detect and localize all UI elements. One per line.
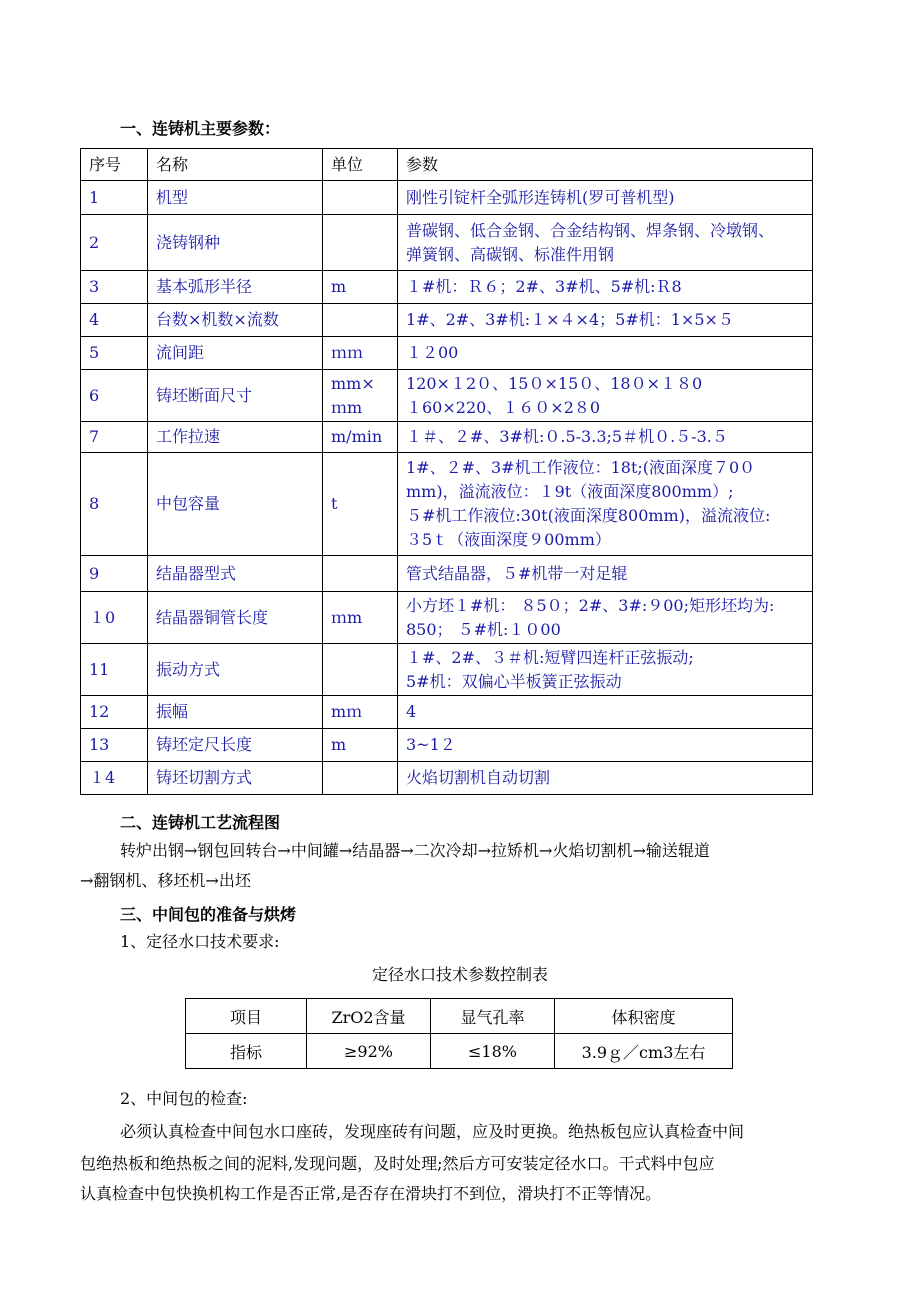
- row-unit: m/min: [323, 422, 398, 453]
- row-name: 铸坯切割方式: [148, 762, 323, 795]
- value-line: １60×220、１６０×2８0: [406, 397, 601, 417]
- row-value: [398, 592, 813, 644]
- row-name: 台数×机数×流数: [148, 304, 323, 337]
- value-line: 4: [406, 702, 417, 721]
- row-value: [398, 215, 813, 271]
- subsection-1-title: 1、定径水口技术要求:: [120, 932, 280, 951]
- nozzle-header-density: 体积密度: [555, 999, 733, 1034]
- inspection-para-line-3: 认真检查中包快换机构工作是否正常,是否存在滑块打不到位，滑块打不正等情况。: [80, 1184, 662, 1203]
- row-no: 5: [81, 337, 148, 370]
- row-no: 3: [81, 271, 148, 304]
- value-line: 火焰切割机自动切割: [406, 768, 551, 787]
- row-value: [398, 453, 813, 556]
- value-line: ３5ｔ（液面深度９00mm）: [406, 530, 611, 549]
- table-row: [81, 422, 813, 453]
- params-table: [80, 148, 813, 795]
- table-row: [81, 556, 813, 592]
- row-name: 流间距: [148, 337, 323, 370]
- value-line: ５#机工作液位:30t(液面深度800mm)，溢流液位:: [406, 506, 771, 525]
- row-no: １4: [81, 762, 148, 795]
- row-value: [398, 644, 813, 696]
- value-line: 1#、２#、3#机工作液位：18t;(液面深度７0０: [406, 458, 756, 477]
- value-line: 刚性引锭杆全弧形连铸机(罗可普机型): [406, 187, 675, 207]
- nozzle-table: [185, 998, 733, 1069]
- table-row: [81, 181, 813, 215]
- row-value: [398, 696, 813, 729]
- row-no: １0: [81, 592, 148, 644]
- row-no: 4: [81, 304, 148, 337]
- table-row: [81, 592, 813, 644]
- row-unit: [323, 181, 398, 215]
- table-row: [81, 762, 813, 795]
- row-name: 铸坯断面尺寸: [148, 370, 323, 422]
- row-unit: [323, 762, 398, 795]
- section1-title: 一、连铸机主要参数：: [120, 119, 281, 138]
- nozzle-value-row: [186, 1034, 733, 1069]
- row-name: 基本弧形半径: [148, 271, 323, 304]
- row-no: 1: [81, 181, 148, 215]
- process-flow-line-2: →翻钢机、移坯机→出坯: [80, 871, 251, 890]
- row-value: [398, 337, 813, 370]
- header-unit: 单位: [323, 149, 398, 181]
- value-line: 管式结晶器，５#机带一对足辊: [406, 563, 628, 583]
- table-row: [81, 271, 813, 304]
- row-name: 结晶器型式: [148, 556, 323, 592]
- row-name: 机型: [148, 181, 323, 215]
- row-no: 7: [81, 422, 148, 453]
- value-line: 弹簧钢、高碳钢、标准件用钢: [406, 244, 615, 264]
- row-no: 8: [81, 453, 148, 556]
- value-line: １＃、２#、3#机:０.5-3.3;5＃机０.５-3.５: [406, 427, 728, 446]
- row-unit: [323, 215, 398, 271]
- section3-title: 三、中间包的准备与烘烤: [120, 905, 297, 924]
- row-unit: t: [323, 453, 398, 556]
- value-line: 120×１2０、15０×15０、18０×１８0: [406, 373, 703, 393]
- row-name: 工作拉速: [148, 422, 323, 453]
- row-unit: [323, 304, 398, 337]
- value-line: 3~1２: [406, 735, 456, 754]
- row-name: 浇铸钢种: [148, 215, 323, 271]
- row-value: [398, 422, 813, 453]
- table-row: [81, 370, 813, 422]
- table-caption: 定径水口技术参数控制表: [371, 965, 548, 984]
- nozzle-value-label: 指标: [186, 1034, 307, 1069]
- row-value: [398, 181, 813, 215]
- row-value: [398, 762, 813, 795]
- value-line: 850； ５#机:１０00: [406, 619, 561, 639]
- row-no: 2: [81, 215, 148, 271]
- row-unit: [323, 556, 398, 592]
- table-row: [81, 644, 813, 696]
- row-unit: mm×ｍm: [323, 370, 398, 422]
- nozzle-value-porosity: ≤18%: [431, 1034, 555, 1069]
- row-name: 结晶器铜管长度: [148, 592, 323, 644]
- row-name: 铸坯定尺长度: [148, 729, 323, 762]
- value-line: mm)，溢流液位：１9t（液面深度800mm）;: [406, 482, 734, 501]
- row-no: 12: [81, 696, 148, 729]
- table-row: [81, 729, 813, 762]
- header-name: 名称: [148, 149, 323, 181]
- value-line: 1#、2#、3#机:１×４×4；5#机：1×5×５: [406, 310, 734, 329]
- section2-title: 二、连铸机工艺流程图: [120, 813, 281, 832]
- value-line: 小方坯１#机： ８5０；2#、3#:９00;矩形坯均为:: [406, 595, 775, 615]
- inspection-para-line-1: 必须认真检查中间包水口座砖，发现座砖有问题，应及时更换。绝热板包应认真检查中间: [120, 1122, 745, 1141]
- nozzle-header-row: [186, 999, 733, 1034]
- subsection-2-title: 2、中间包的检查:: [120, 1089, 248, 1108]
- row-unit: m: [323, 271, 398, 304]
- nozzle-header-zro2: ZrO2含量: [307, 999, 431, 1034]
- row-name: 振动方式: [148, 644, 323, 696]
- row-value: [398, 304, 813, 337]
- row-no: 9: [81, 556, 148, 592]
- value-line: １#、2#、３＃机:短臂四连杆正弦振动;: [406, 647, 694, 667]
- row-value: [398, 271, 813, 304]
- row-no: 6: [81, 370, 148, 422]
- inspection-para-line-2: 包绝热板和绝热板之间的泥料,发现问题，及时处理;然后方可安装定径水口。干式料中包应: [80, 1154, 715, 1173]
- table-row: [81, 696, 813, 729]
- row-value: [398, 729, 813, 762]
- row-unit: mｍ: [323, 696, 398, 729]
- table-header-row: [81, 149, 813, 181]
- nozzle-value-zro2: ≥92%: [307, 1034, 431, 1069]
- row-name: 中包容量: [148, 453, 323, 556]
- row-value: [398, 556, 813, 592]
- table-row: [81, 304, 813, 337]
- row-no: 11: [81, 644, 148, 696]
- table-row: [81, 215, 813, 271]
- row-no: 13: [81, 729, 148, 762]
- table-row: [81, 337, 813, 370]
- value-line: １#机：Ｒ６；2#、3#机、5#机:Ｒ8: [406, 277, 682, 296]
- row-unit: m: [323, 729, 398, 762]
- header-no: 序号: [81, 149, 148, 181]
- nozzle-header-item: 项目: [186, 999, 307, 1034]
- value-line: 普碳钢、低合金钢、合金结构钢、焊条钢、冷墩钢、: [406, 220, 775, 240]
- process-flow-line-1: 转炉出钢→钢包回转台→中间罐→结晶器→二次冷却→拉矫机→火焰切割机→输送辊道: [120, 841, 710, 860]
- row-unit: ｍｍ: [323, 337, 398, 370]
- row-unit: ｍm: [323, 592, 398, 644]
- value-line: １２00: [406, 343, 459, 362]
- header-value: 参数: [398, 149, 813, 181]
- table-row: [81, 453, 813, 556]
- row-unit: [323, 644, 398, 696]
- nozzle-header-porosity: 显气孔率: [431, 999, 555, 1034]
- row-name: 振幅: [148, 696, 323, 729]
- row-value: [398, 370, 813, 422]
- value-line: 5#机：双偏心半板簧正弦振动: [406, 671, 622, 691]
- nozzle-value-density: 3.9ｇ／cm3左右: [555, 1034, 733, 1069]
